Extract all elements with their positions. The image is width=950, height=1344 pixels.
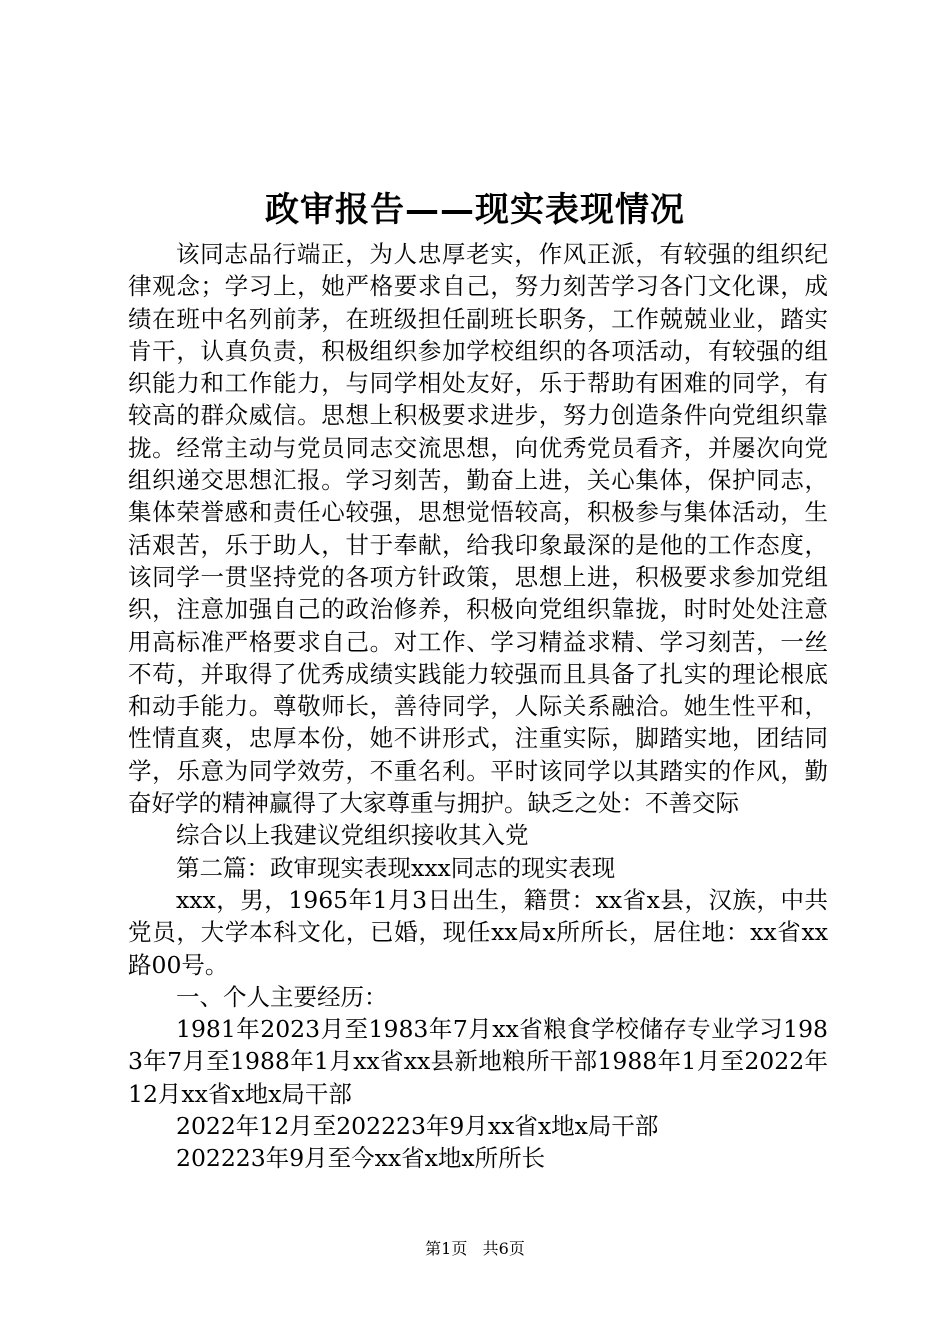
page-total: 共6页: [482, 1239, 525, 1258]
paragraph-evaluation: 该同志品行端正，为人忠厚老实，作风正派，有较强的组织纪律观念；学习上，她严格要求自己，努力刻苦学习各门文化课，成绩在班中名列前茅，在班级担任副班长职务，工作兢兢业业，踏实肯干，认真负责，积极组织参加学校组织的各项活动，有较强的组织能力和工作能力，与同学相处友好，乐于帮助有困难的同学，有较高的群众威信。思想上积极要求进步，努力创造条件向党组织靠拢。经常主动与党员同志交流思想，向优秀党员看齐，并屡次向党组织递交思想汇报。学习刻苦，勤奋上进，关心集体，保护同志，集体荣誉感和责任心较强，思想觉悟较高，积极参与集体活动，生活艰苦，乐于助人，甘于奉献，给我印象最深的是他的工作态度，该同学一贯坚持党的各项方针政策，思想上进，积极要求参加党组织，注意加强自己的政治修养，积极向党组织靠拢，时时处处注意用高标准严格要求自己。对工作、学习精益求精、学习刻苦，一丝不苟，并取得了优秀成绩实践能力较强而且具备了扎实的理论根底和动手能力。尊敬师长，善待同学，人际关系融洽。她生性平和，性情直爽，忠厚本份，她不讲形式，注重实际，脚踏实地，团结同学，乐意为同学效劳，不重名利。平时该同学以其踏实的作风，勤奋好学的精神赢得了大家尊重与拥护。缺乏之处：不善交际: [128, 240, 828, 818]
page-footer: [0, 1238, 950, 1260]
paragraph-experience-1: 1981年2023月至1983年7月xx省粮食学校储存专业学习1983年7月至1988年1月xx省xx县新地粮所干部1988年1月至2022年12月xx省x地x局干部: [128, 1015, 828, 1108]
paragraph-experience-2: 2022年12月至202223年9月xx省x地x局干部: [176, 1112, 659, 1141]
paragraph-recommendation: 综合以上我建议党组织接收其入党: [176, 821, 529, 850]
paragraph-personal-info: xxx，男，1965年1月3日出生，籍贯：xx省x县，汉族，中共党员，大学本科文化，已婚，现任xx局x所所长，居住地：xx省xx路00号。: [128, 885, 828, 979]
paragraph-experience-heading: 一、个人主要经历：: [176, 982, 388, 1011]
paragraph-section-two-heading: 第二篇：政审现实表现xxx同志的现实表现: [176, 853, 616, 882]
footer-gap: [472, 1239, 477, 1258]
document-title: 政审报告——现实表现情况: [265, 190, 685, 230]
page-number: 第1页: [425, 1239, 468, 1258]
paragraph-experience-3: 202223年9月至今xx省x地x所所长: [176, 1144, 546, 1173]
document-body: [128, 238, 828, 1175]
